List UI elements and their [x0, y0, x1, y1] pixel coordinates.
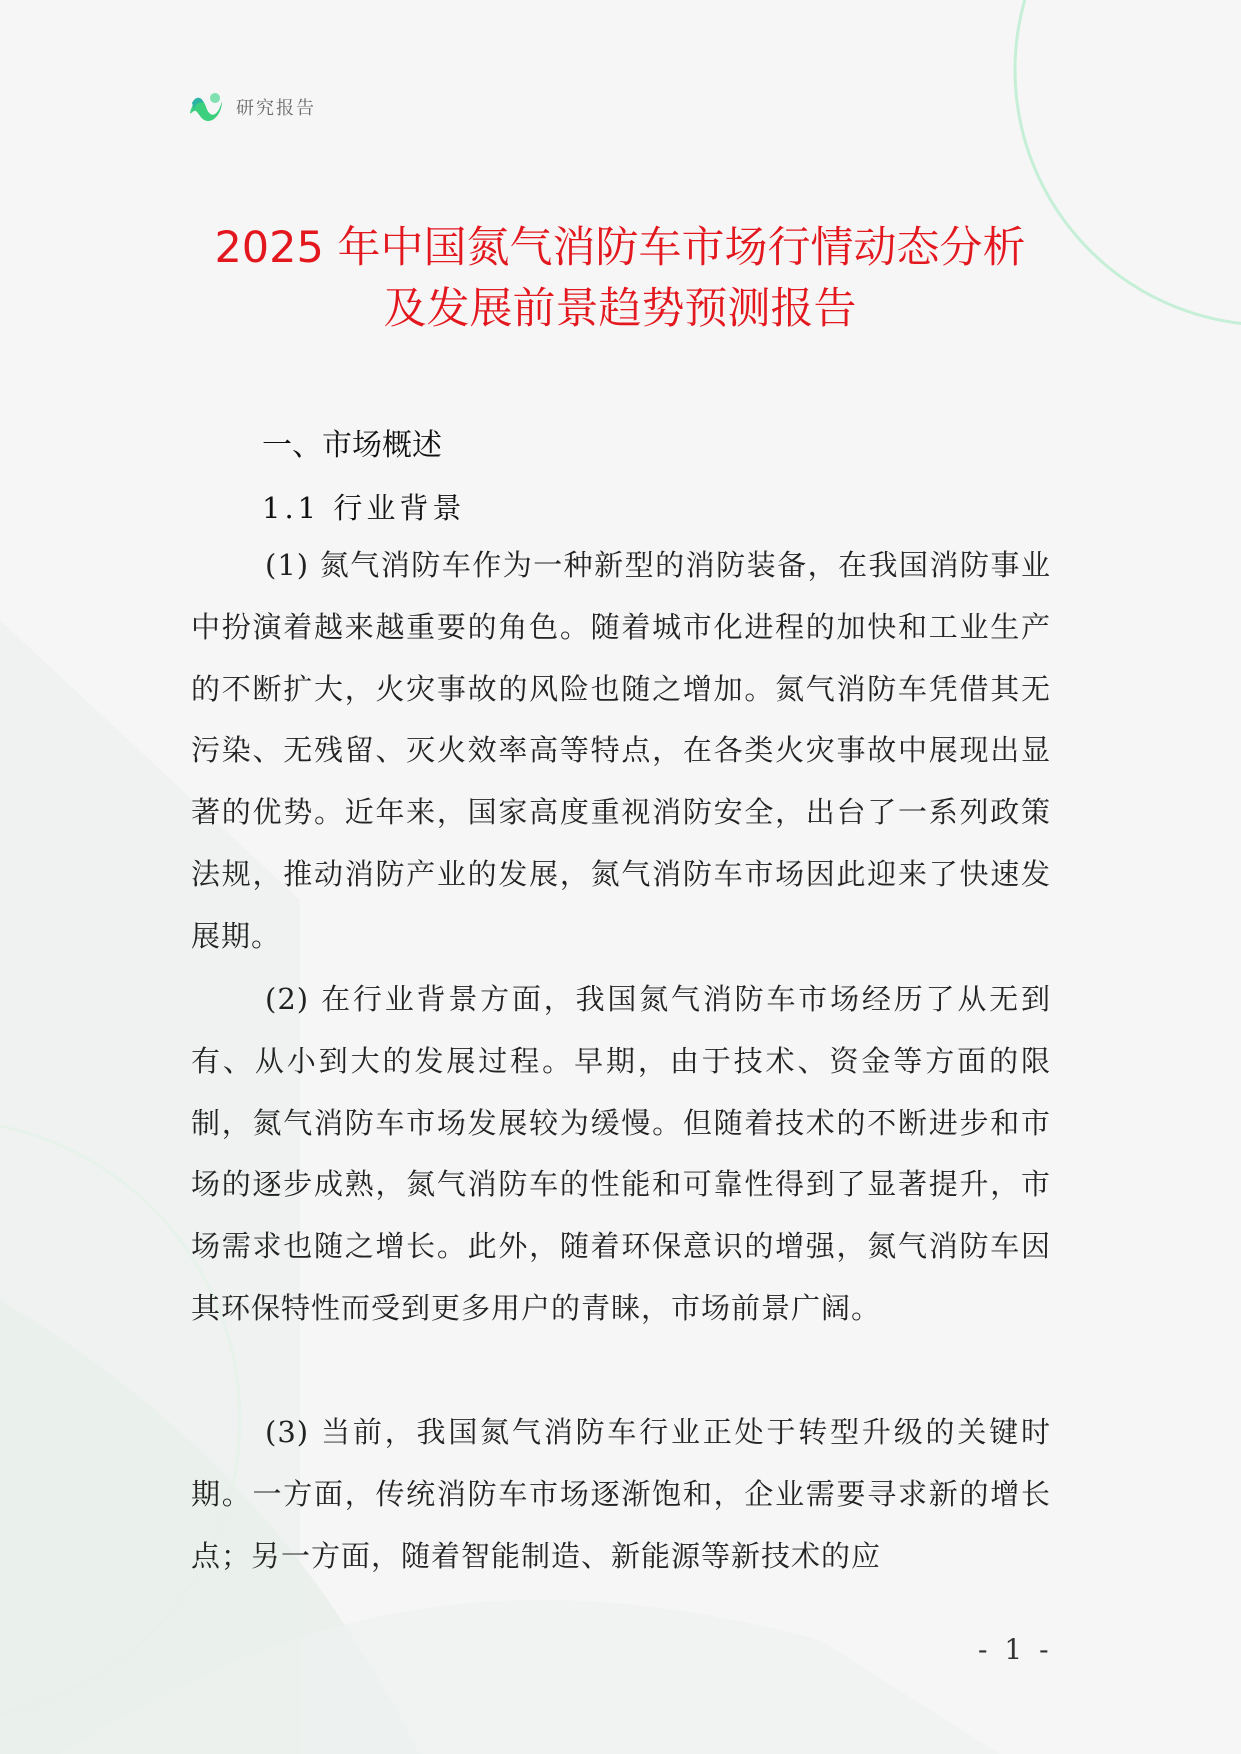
brand-text: 研究报告 — [236, 98, 316, 119]
brand-header — [188, 91, 316, 123]
paragraph-3: (3) 当前，我国氮气消防车行业正处于转型升级的关键时期。一方面，传统消防车市场逐渐饱和，企业需要寻求新的增长点；另一方面，随着智能制造、新能源等新技术的应 — [191, 1415, 1051, 1573]
brand-logo-icon — [188, 91, 224, 123]
paragraph-2: (2) 在行业背景方面，我国氮气消防车市场经历了从无到有、从小到大的发展过程。早期，由于技术、资金等方面的限制，氮气消防车市场发展较为缓慢。但随着技术的不断进步和市场的逐步成熟，氮气消防车的性能和可靠性得到了显著提升，市场需求也随之增长。此外，随着环保意识的增强，氮气消防车因其环保特性而受到更多用户的青睐，市场前景广阔。 — [191, 982, 1051, 1325]
section-heading: 一、市场概述 — [262, 428, 442, 463]
subsection-heading: 1.1 行业背景 — [262, 491, 466, 525]
title-line-1: 2025 年中国氮气消防车市场行情动态分析 — [214, 223, 1026, 273]
document-title — [160, 218, 1080, 340]
page-number: - 1 - — [978, 1633, 1053, 1666]
title-line-2: 及发展前景趋势预测报告 — [383, 284, 857, 334]
paragraph-1: (1) 氮气消防车作为一种新型的消防装备，在我国消防事业中扮演着越来越重要的角色。随着城市化进程的加快和工业生产的不断扩大，火灾事故的风险也随之增加。氮气消防车凭借其无污染、无残留、灭火效率高等特点，在各类火灾事故中展现出显著的优势。近年来，国家高度重视消防安全，出台了一系列政策法规，推动消防产业的发展，氮气消防车市场因此迎来了快速发展期。 — [191, 548, 1051, 953]
